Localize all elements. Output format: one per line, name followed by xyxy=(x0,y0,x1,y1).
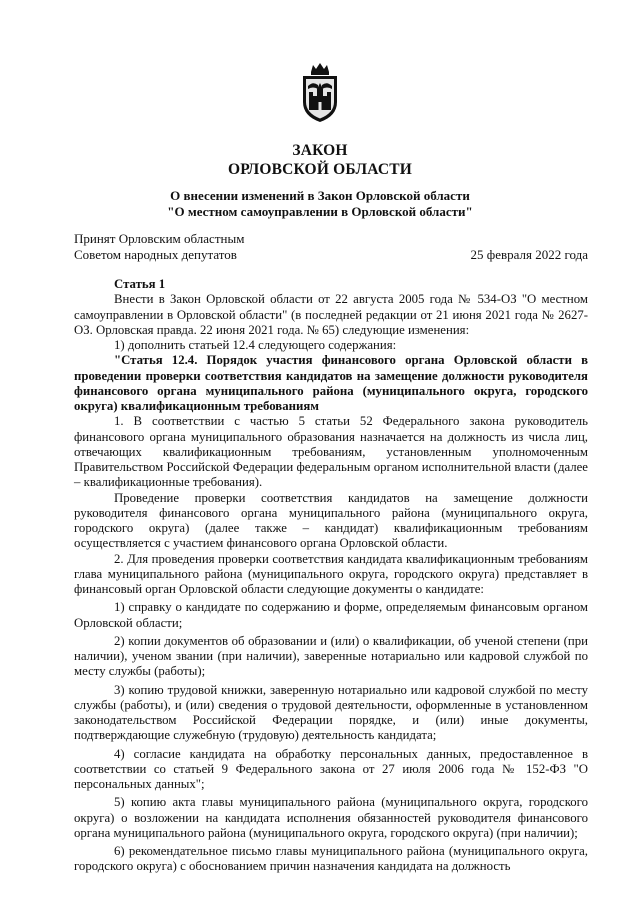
document-item-5: 5) копию акта главы муниципального района (муниципального округа, городского округа) о возложении на кандидата исполнения обязанностей руководителя финансового органа муниципального района (муниципального округа, городского округа) (при наличии); xyxy=(74,795,588,840)
document-body xyxy=(74,274,588,875)
document-item-3: 3) копию трудовой книжки, заверенную нотариально или кадровой службой по месту службы (работы), и (или) сведения о трудовой деятельности, оформленные в установленном законодательством Российской Федерации порядке, и (или) иные документы, подтверждающие служебную (трудовую) деятельность кандидата; xyxy=(74,682,588,743)
subtitle-line-1: О внесении изменений в Закон Орловской области xyxy=(170,188,470,203)
article-intro: Внести в Закон Орловской области от 22 августа 2005 года № 534-ОЗ "О местном самоуправлении в Орловской области" (в последней редакции от 21 июня 2021 года № 2627-ОЗ. Орловская правда. 22 июня 2021 года. № 65) следующие изменения: xyxy=(74,292,588,337)
paragraph-3: 2. Для проведения проверки соответствия кандидата квалификационным требованиям глава муниципального района (муниципального округа, городского округа) представляет в финансовый орган Орловской области следующие документы о кандидате: xyxy=(74,551,588,596)
law-title: ЗАКОН xyxy=(292,142,348,159)
law-subtitle xyxy=(0,188,640,220)
adoption-line-1: Принят Орловским областным xyxy=(74,231,245,246)
article-heading: Статья 1 xyxy=(114,277,166,291)
law-region-title: ОРЛОВСКОЙ ОБЛАСТИ xyxy=(227,161,413,178)
adoption-line-2: Советом народных депутатов xyxy=(74,247,237,262)
document-item-4: 4) согласие кандидата на обработку персональных данных, предоставленное в соответствии со статьей 9 Федерального закона от 27 июля 2006 года № 152-ФЗ "О персональных данных"; xyxy=(74,746,588,791)
amendment-item-1: 1) дополнить статьей 12.4 следующего содержания: xyxy=(114,338,397,352)
orel-coat-of-arms-icon xyxy=(299,62,341,124)
paragraph-1: 1. В соответствии с частью 5 статьи 52 Федерального закона руководитель финансового органа муниципального образования назначается на должность из числа лиц, отвечающих квалификационным требованиям, установленным уполномоченным Правительством Российской Федерации федеральным органом исполнительной власти (далее – квалификационные требования). xyxy=(74,414,588,490)
adoption-date: 25 февраля 2022 года xyxy=(470,247,588,262)
paragraph-2: Проведение проверки соответствия кандидатов на замещение должности руководителя финансового органа муниципального района (муниципального округа, городского округа) (далее также – кандидат) квалификационным требованиям осуществляется с участием финансового органа Орловской области. xyxy=(74,490,588,551)
adoption-statement xyxy=(74,231,244,263)
subtitle-line-2: "О местном самоуправлении в Орловской области" xyxy=(167,204,473,219)
new-article-title: "Статья 12.4. Порядок участия финансового органа Орловской области в проведении проверки соответствия кандидатов на замещение должности руководителя финансового органа муниципального района (муниципального округа, городского округа) квалификационным требованиям xyxy=(74,353,588,413)
document-item-6: 6) рекомендательное письмо главы муниципального района (муниципального округа, городского округа) с обоснованием причин назначения кандидата на должность xyxy=(74,844,588,874)
document-item-2: 2) копии документов об образовании и (или) о квалификации, об ученой степени (при наличии), ученом звании (при наличии), заверенные нотариально или кадровой службой по месту службы (работы); xyxy=(74,633,588,679)
document-item-1: 1) справку о кандидате по содержанию и форме, определяемым финансовым органом Орловской области; xyxy=(74,600,588,630)
